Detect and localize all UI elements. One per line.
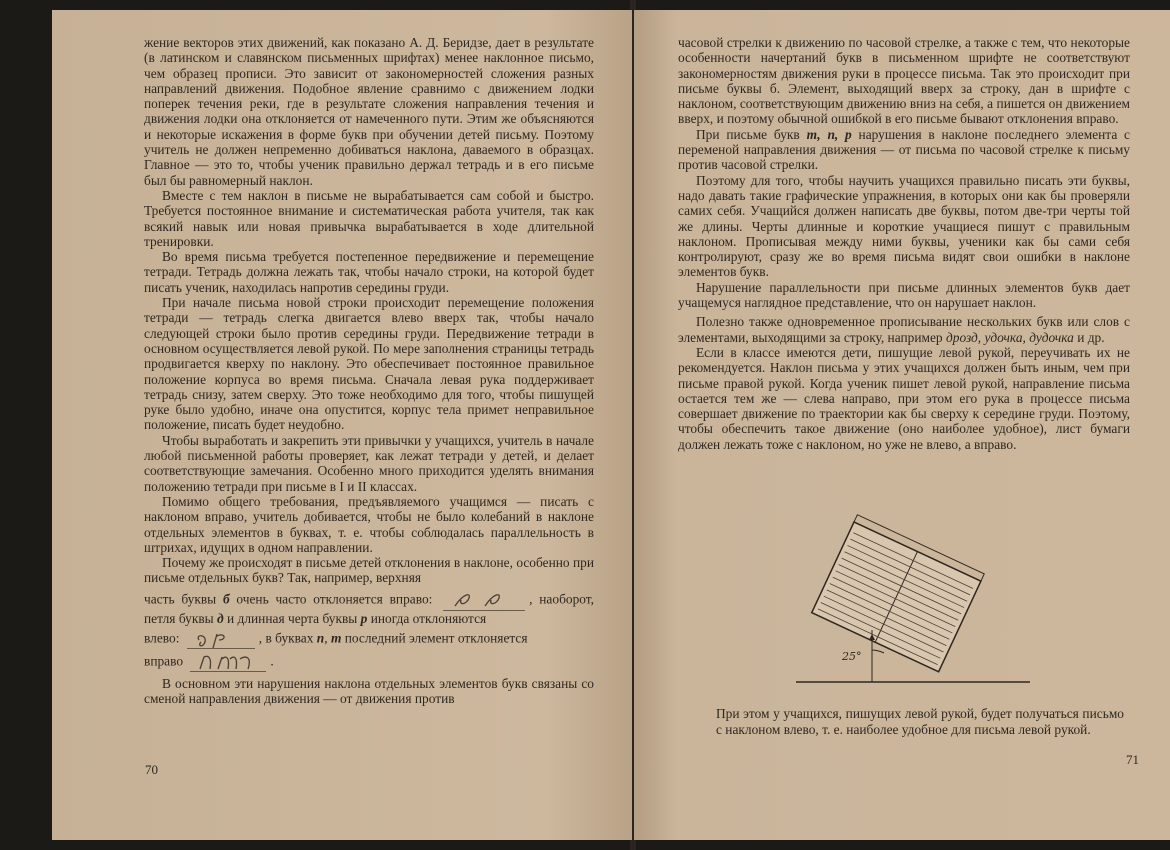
- left-page-text: [144, 35, 594, 707]
- text-run: последний элемент отклоняется: [341, 630, 528, 646]
- handwriting-sample-b: [443, 590, 525, 611]
- paragraph: [678, 127, 1130, 173]
- angle-label: 25°: [842, 650, 862, 663]
- page-number: 71: [1126, 752, 1139, 767]
- page-number: 70: [145, 762, 158, 777]
- figure-caption: При этом у учащихся, пишущих левой рукой, будет получаться письмо с наклоном влево, т. е. наиболее удобное для письма левой рукой.: [716, 706, 1124, 737]
- paragraph: В основном эти нарушения наклона отдельных элементов букв связаны со сменой направления движения — от движения против: [144, 675, 594, 707]
- letters: т, п, р: [806, 126, 852, 142]
- text-run: нарушения в наклоне последнего элемента с переменой направления движения — от письма по часовой стрелке к письму против часовой стрелки.: [678, 126, 1131, 173]
- letter: д: [217, 610, 224, 626]
- text-run: и длинная черта буквы: [223, 610, 361, 626]
- text-run: вправо: [144, 653, 184, 669]
- text-run: , в буквах: [258, 630, 317, 646]
- example-line: вправо .: [144, 653, 594, 672]
- text-run: и др.: [1073, 329, 1105, 345]
- paragraph: Во время письма требуется постепенное передвижение и перемещение тетради. Тетрадь должна лежать так, чтобы начало строки, на которой будет писать ученик, находилась напротив середины груди.: [144, 249, 594, 295]
- paragraph: Чтобы выработать и закрепить эти привычки у учащихся, учитель в начале любой письменной работы проверяет, как лежат тетради у детей, и делает соответствующие замечания. Особенно много приходится уделять внимания положению тетради при письме в I и II классах.: [144, 432, 594, 494]
- handwriting-sample-d-r: [187, 630, 255, 649]
- text-run: ,: [324, 630, 331, 646]
- paragraph: часовой стрелки к движению по часовой стрелке, а также с тем, что некоторые особенности начертаний букв в письменном шрифте не соответствуют закономерностям движения руки в процессе письма. Так это происходит при письме буквы б. Элемент, выходящий вверх за строку, дан в шрифте с наклоном, соответствующим движению вниз на себя, а пишется он движением вверх, и поэтому обычной ошибкой в его письме бывают отклонения вправо.: [678, 35, 1130, 127]
- text-run: иногда отклоняются: [367, 610, 487, 626]
- text-run: , наоборот, петля буквы: [144, 591, 594, 626]
- letter: т: [330, 630, 342, 646]
- example-line: [144, 630, 594, 649]
- paragraph: Если в классе имеются дети, пишущие левой рукой, переучивать их не рекомендуется. Наклон письма у этих учащихся должен быть иным, чем при письме правой рукой. Когда ученик пишет левой рукой, направление письма остается тем же — слева направо, при этом его рука в процессе письма совершает движение по траектории как бы сверху к середине груди. Поэтому, чтобы обеспечить такое движение (оно наиболее удобное), лист бумаги должен лежать тоже с наклоном, но уже не влево, а вправо.: [678, 344, 1130, 452]
- paragraph: Поэтому для того, чтобы научить учащихся правильно писать эти буквы, надо давать такие графические упражнения, в которых они как бы проверяли самих себя. Учащийся должен написать две буквы, потом две-три черты той же длины. Черты длинные и короткие учащиеся пишут с правильным наклоном. Прописывая между ними буквы, ученики как бы сами себя контролируют, сразу же во время письма видят свои ошибки в наклоне элементов букв.: [678, 172, 1130, 280]
- letter: б: [222, 591, 230, 607]
- text-run: очень часто отклоняется вправо:: [229, 591, 433, 607]
- paragraph: [678, 314, 1130, 345]
- paragraph: При начале письма новой строки происходит перемещение положения тетради — тетрадь слегка двигается влево вверх так, чтобы начало следующей строки было против середины груди. Передвижение тетради в основном осуществляется левой рукой. По мере заполнения страницы тетрадь продвигается кверху по наклону. Это обеспечивает постоянное правильное положение корпуса во время письма. Сначала левая рука поддерживает тетрадь снизу, затем сверху. Это тоже необходимо для того, чтобы пишущей руке было удобно, иначе она опустится, корпус тела примет неправильное положение, писать будет неудобно.: [144, 295, 594, 433]
- right-page: [634, 10, 1170, 840]
- handwriting-sample-p-t: [190, 653, 266, 672]
- notebook-illustration: [812, 515, 985, 672]
- paragraph: Вместе с тем наклон в письме не вырабатывается сам собой и быстро. Требуется постоянное внимание и систематическая работа учителя, так как всякий навык или новая привычка вырабатывается в ходе длительной тренировки.: [144, 187, 594, 249]
- text-run: При письме букв: [696, 126, 807, 142]
- text-run: часть буквы: [144, 591, 223, 607]
- right-page-text: [678, 35, 1130, 452]
- letter: р: [360, 610, 368, 626]
- left-page: [52, 10, 632, 840]
- paragraph: Помимо общего требования, предъявляемого учащимся — писать с наклоном вправо, учитель добивается, чтобы не было колебаний в наклоне отдельных элементов в буквах, т. е. чтобы соблюдалась параллельность в штрихах, идущих в одном направлении.: [144, 493, 594, 555]
- example-line: [144, 590, 594, 626]
- text-run: влево:: [144, 630, 180, 646]
- paragraph: жение векторов этих движений, как показано А. Д. Беридзе, дает в результате (в латинском и славянском письменных шрифтах) менее наклонное письмо, чем образец прописи. Это зависит от закономерностей сложения разных направлений движения. Подобное явление сравнимо с движением лодки поперек течения реки, где в результате сложения направления течения и движения лодки она отклоняется от намеченного пути. Этим же объясняются и некоторые искажения в форме букв при обучении детей письму. Поэтому учитель не должен непременно добиваться наклона, даваемого в образцах. Главное — это то, чтобы ученик правильно держал тетрадь и в его письме был бы равномерный наклон.: [144, 35, 594, 188]
- text-run: Полезно также одновременное прописывание нескольких букв или слов с элементами, выходящими за строку, например: [678, 314, 1130, 345]
- paragraph: Нарушение параллельности при письме длинных элементов букв дает учащемуся наглядное представление, что он нарушает наклон.: [678, 279, 1130, 311]
- paragraph: Почему же происходят в письме детей отклонения в наклоне, особенно при письме отдельных букв? Так, например, верхняя: [144, 555, 594, 586]
- example-words: дрозд, удочка, дудочка: [945, 329, 1074, 345]
- notebook-tilt-figure: [784, 510, 1084, 700]
- letter: п: [316, 630, 325, 646]
